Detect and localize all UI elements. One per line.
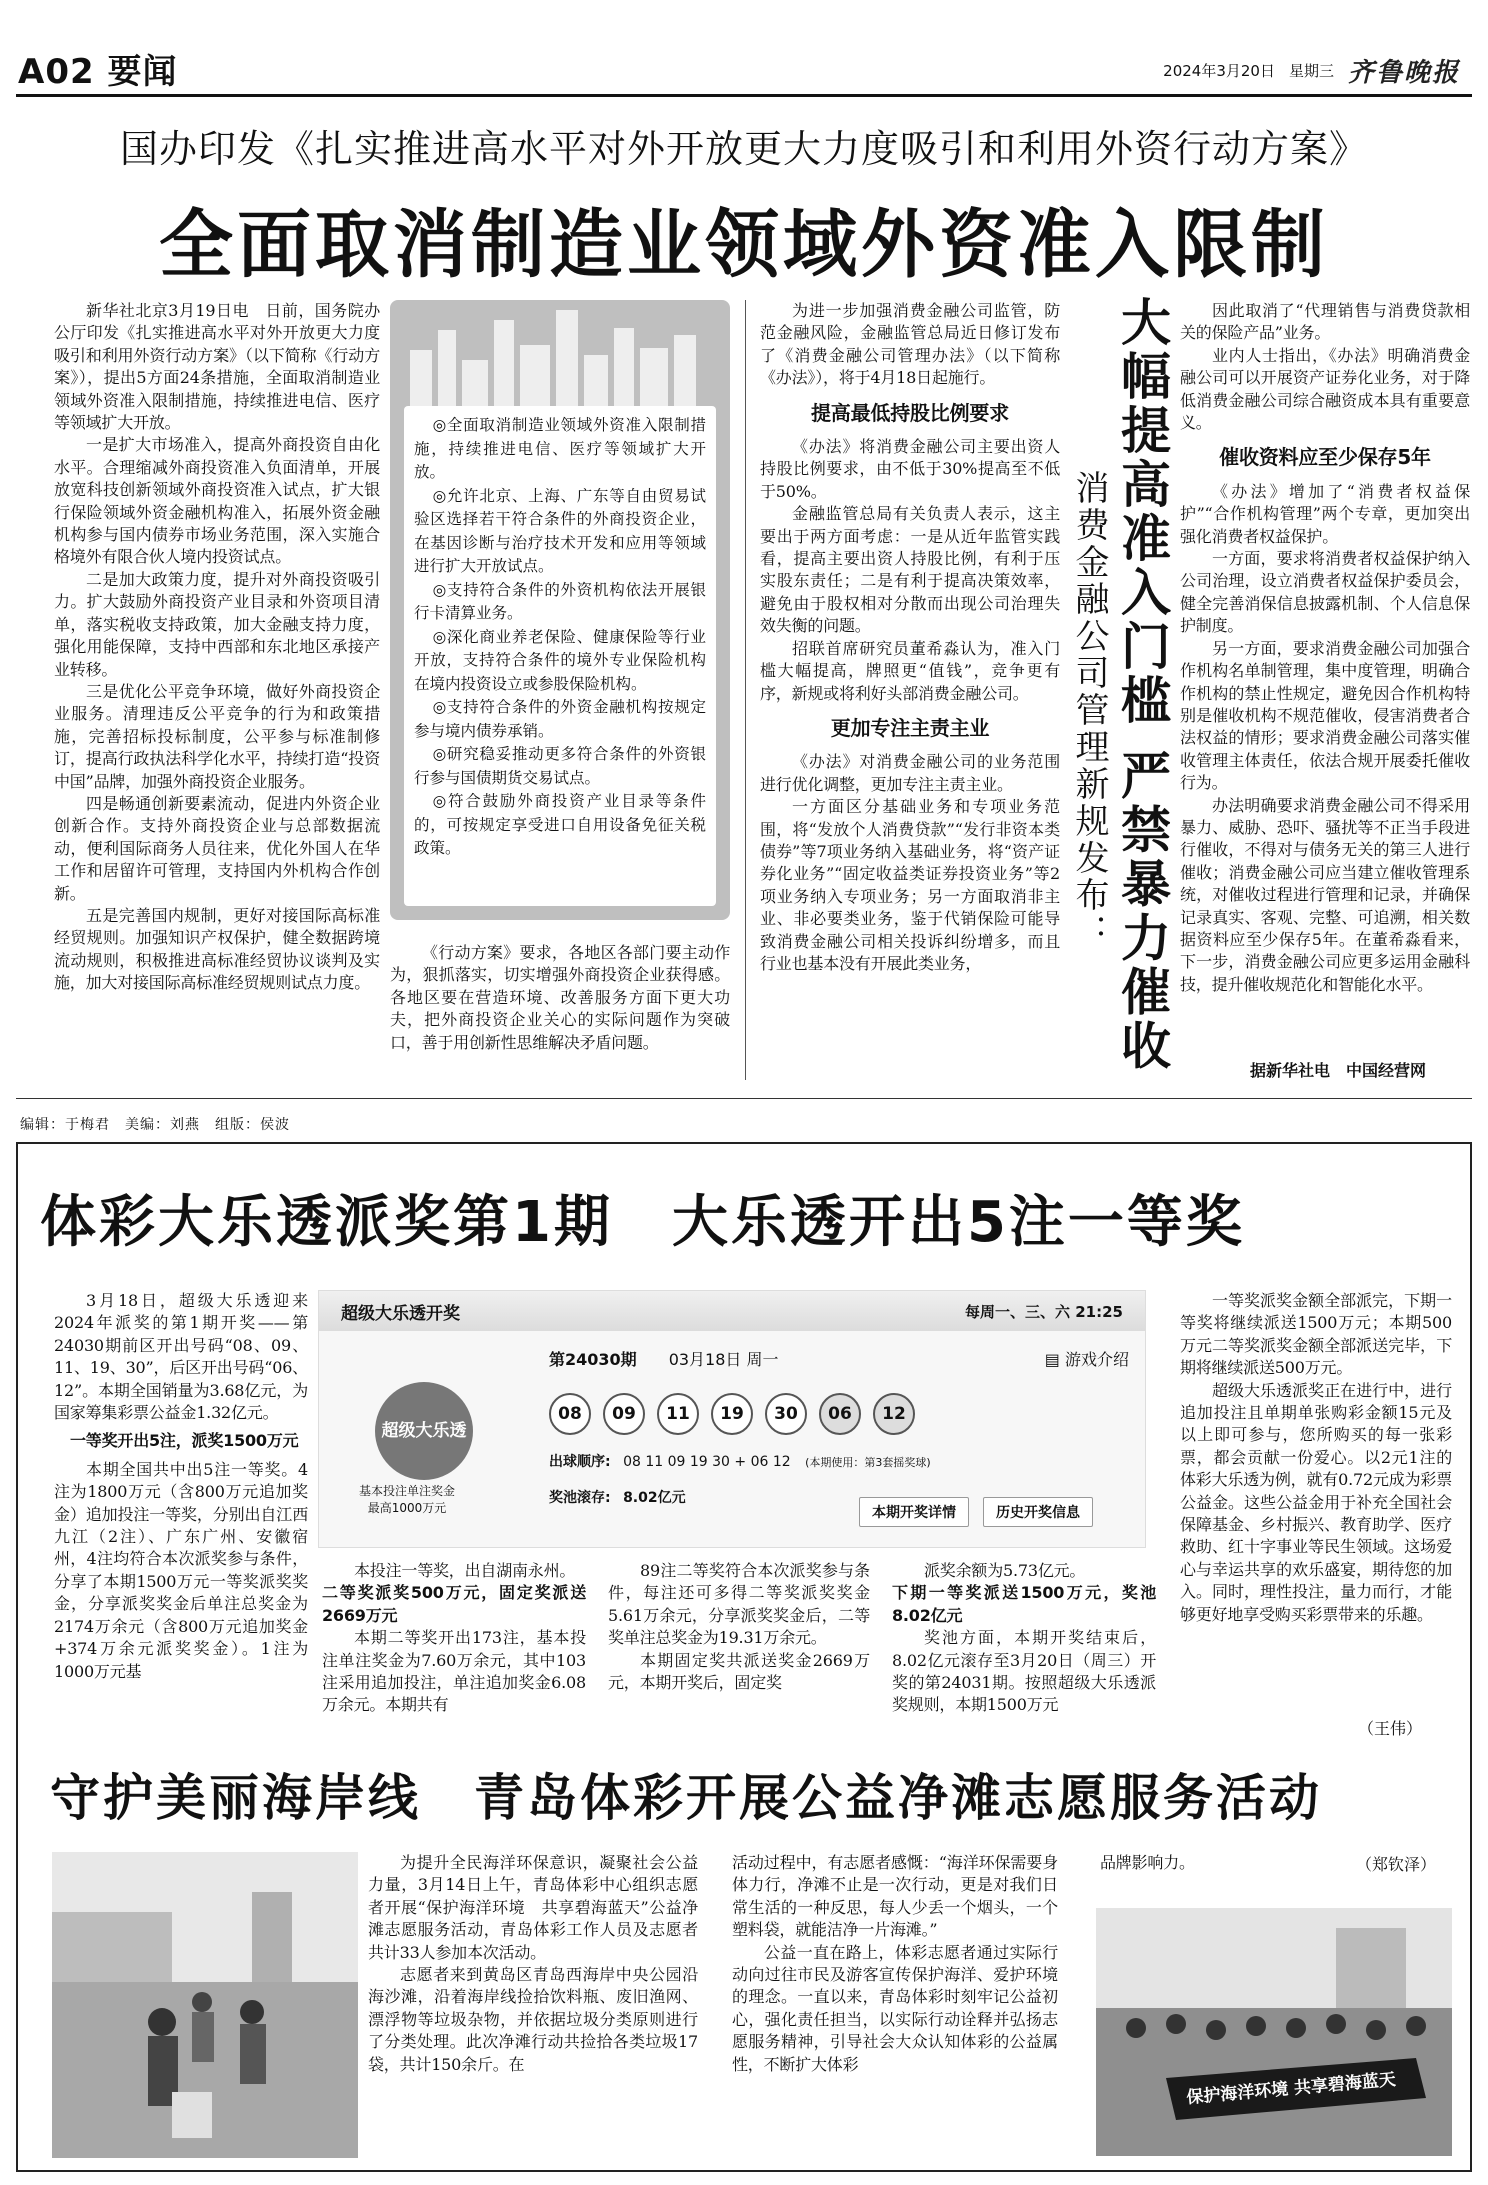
issue-date: 2024年3月20日 xyxy=(1163,62,1275,80)
paragraph: 3月18日，超级大乐透迎来2024年派奖的第1期开奖——第24030期前区开出号码“08、09、11、19、30”，后区开出号码“06、12”。本期全国销量为3.68亿元，为国家筹集彩票公益金1.32亿元。 xyxy=(54,1291,308,1423)
draw-order-label: 出球顺序: xyxy=(549,1454,611,1470)
section-heading: 提高最低持股比例要求 xyxy=(811,400,1009,425)
article2-source: 据新华社电 中国经营网 xyxy=(1250,1061,1427,1080)
logo-caption-line: 基本投注单注奖金 xyxy=(358,1484,455,1498)
highlight-item: ◎深化商业养老保险、健康保险等行业开放，支持符合条件的境外专业保险机构在境内投资设立或参股保险机构。 xyxy=(414,627,706,693)
current-draw-details-button[interactable]: 本期开奖详情 xyxy=(859,1497,969,1527)
article2-col4 xyxy=(1180,300,1470,1056)
paragraph: 《行动方案》要求，各地区各部门要主动作为，狠抓落实，切实增强外商投资企业获得感。各地区要在营造环境、改善服务方面下更大功夫，把外商投资企业关心的实际问题作为突破口，善于用创新性思维解决矛盾问题。 xyxy=(390,943,730,1052)
highlight-item: ◎全面取消制造业领域外资准入限制措施，持续推进电信、医疗等领域扩大开放。 xyxy=(414,416,706,481)
sub-heading: 下期一等奖派送1500万元，奖池8.02亿元 xyxy=(892,1583,1156,1625)
paragraph: 四是畅通创新要素流动，促进内外资企业创新合作。支持外商投资企业与总部数据流动，便利国际商务人员往来，优化外国人在华工作和居留许可管理，支持国内外机构合作创新。 xyxy=(54,793,380,903)
paragraph: 本期固定奖共派送奖金2669万元，本期开奖后，固定奖 xyxy=(608,1650,870,1693)
lottery-col3 xyxy=(608,1560,870,1740)
lottery-card-header xyxy=(319,1291,1145,1331)
paragraph: 办法明确要求消费金融公司不得采用暴力、威胁、恐吓、骚扰等不正当手段进行催收，不得对与债务无关的第三人进行催收；消费金融公司应当建立催收管理系统，对催收过程进行管理和记录，并确保记录真实、客观、完整、可追溯，相关数据资料应至少保存5年。在董希淼看来，下一步，消费金融公司应更多运用金融科技，提升催收规范化和智能化水平。 xyxy=(1180,795,1470,994)
lottery-col1 xyxy=(54,1290,308,1740)
paragraph: 公益一直在路上，体彩志愿者通过实际行动向过往市民及游客宣传保护海洋、爱护环境的理念。一直以来，青岛体彩时刻牢记公益初心，强化责任担当，以实际行动诠释并弘扬志愿服务精神，引导社会大众认知体彩的公益属性，不断扩大体彩 xyxy=(732,1942,1058,2074)
draw-period-row xyxy=(549,1347,1129,1370)
issue-weekday: 星期三 xyxy=(1288,62,1334,80)
paragraph: 五是完善国内规制，更好对接国际高标准经贸规则。加强知识产权保护，健全数据跨境流动规则，积极推进高标准经贸协议谈判及实施，加大对接国际高标准经贸规则试点力度。 xyxy=(54,905,380,993)
beach-title: 守护美丽海岸线 青岛体彩开展公益净滩志愿服务活动 xyxy=(50,1769,1322,1827)
front-ball: 08 xyxy=(549,1393,591,1435)
paragraph: 品牌影响力。 xyxy=(1100,1853,1195,1872)
front-ball: 09 xyxy=(603,1393,645,1435)
sub-heading: 二等奖派奖500万元，固定奖派送2669万元 xyxy=(322,1583,586,1625)
highlight-item: ◎支持符合条件的外资机构依法开展银行卡清算业务。 xyxy=(414,580,706,622)
credits-rule xyxy=(16,1098,1472,1099)
paragraph: 二是加大政策力度，提升对外商投资吸引力。扩大鼓励外商投资产业目录和外资项目清单，落实税收支持政策，加大金融支持力度，强化用能保障，支持中西部和东北地区承接产业转移。 xyxy=(54,569,380,679)
paragraph: 《办法》增加了“消费者权益保护”“合作机构管理”两个专章，更加突出强化消费者权益保护。 xyxy=(1180,481,1470,546)
game-intro-link[interactable]: ▤ 游戏介绍 xyxy=(1044,1350,1129,1369)
draw-order-note: (本期使用：第3套摇奖球) xyxy=(805,1456,931,1469)
section-label: A02 要闻 xyxy=(18,52,178,92)
paragraph: 本期全国共中出5注一等奖。4注为1800万元（含800万元追加奖金）追加投注一等奖，分别出自江西九江（2注）、广东广州、安徽宿州，4注均符合本次派奖参与条件，分享了本期1500万元一等奖派奖奖金，分享派奖奖金后单注总奖金为2174万余元（含800万元追加奖金+374万余元派奖奖金）。1注为1000万元基 xyxy=(54,1459,308,1681)
paragraph: 三是优化公平竞争环境，做好外商投资企业服务。清理违反公平竞争的行为和政策措施，完善招标投标制度，公平参与标准制修订，提高行政执法科学化水平，持续打造“投资中国”品牌，加强外商投资企业服务。 xyxy=(54,681,380,791)
beach-col1 xyxy=(368,1852,698,2152)
game-intro-label: 游戏介绍 xyxy=(1064,1350,1129,1369)
lottery-col4 xyxy=(892,1560,1156,1740)
article2-title: 大幅提高准入门槛 严禁暴力催收 xyxy=(1113,296,1171,1074)
highlight-item: ◎符合鼓励外商投资产业目录等条件的，可按规定享受进口自用设备免征关税政策。 xyxy=(414,792,706,857)
draw-order: 08 11 09 19 30 + 06 12 xyxy=(623,1454,791,1470)
beach-col2 xyxy=(732,1852,1058,2152)
lottery-card-title: 超级大乐透开奖 xyxy=(341,1303,460,1324)
article1-col1 xyxy=(54,300,380,1080)
city-skyline-icon xyxy=(390,300,730,410)
column-divider xyxy=(745,300,746,1080)
paragraph: 招联首席研究员董希淼认为，准入门槛大幅提高，牌照更“值钱”，竞争更有序，新规或将利好头部消费金融公司。 xyxy=(760,638,1060,703)
winning-numbers xyxy=(549,1393,927,1435)
paragraph: 一是扩大市场准入，提高外商投资自由化水平。合理缩减外商投资准入负面清单，开展放宽科技创新领域外商投资准入试点，扩大银行保险领域外资金融机构准入，拓展外资金融机构参与国内债券市场业务范围，深入实施合格境外有限合伙人境内投资试点。 xyxy=(54,435,380,567)
section-heading: 催收资料应至少保存5年 xyxy=(1219,445,1431,470)
prize-pool-value: 8.02亿元 xyxy=(623,1490,686,1506)
highlights-list xyxy=(404,406,716,906)
front-ball: 19 xyxy=(711,1393,753,1435)
volunteer-photo-right xyxy=(1096,1908,1452,2156)
paragraph: 志愿者来到黄岛区青岛西海岸中央公园沿海沙滩，沿着海岸线捡拾饮料瓶、废旧渔网、漂浮物等垃圾杂物，并依据垃圾分类原则进行了分类处理。此次净滩行动共捡拾各类垃圾17袋，共计150余斤。在 xyxy=(368,1965,698,2074)
lottery-col5 xyxy=(1180,1290,1452,1720)
logo-caption xyxy=(337,1483,477,1517)
article1-title: 全面取消制造业领域外资准入限制 xyxy=(159,202,1329,288)
draw-history-button[interactable]: 历史开奖信息 xyxy=(983,1497,1093,1527)
logo-caption-line: 最高1000万元 xyxy=(367,1501,447,1515)
paragraph: 业内人士指出，《办法》明确消费金融公司可以开展资产证券化业务，对于降低消费金融公司综合融资成本具有重要意义。 xyxy=(1180,345,1470,433)
paragraph: 本投注一等奖，出自湖南永州。 xyxy=(354,1561,576,1580)
lottery-author: （王伟） xyxy=(1358,1719,1423,1738)
highlights-box xyxy=(390,300,730,920)
back-ball: 06 xyxy=(819,1393,861,1435)
header-rule xyxy=(16,94,1472,97)
paragraph: 本期二等奖开出173注，基本投注单注奖金为7.60万余元，其中103注采用追加投注，单注追加奖金6.08万余元。本期共有 xyxy=(322,1628,586,1715)
paragraph: 活动过程中，有志愿者感慨：“海洋环保需要身体力行，净滩不止是一次行动，更是对我们日常生活的一种反思，每人少丢一个烟头，一个塑料袋，就能洁净一片海滩。” xyxy=(732,1853,1058,1940)
beach-scene-icon xyxy=(52,1852,358,2158)
article1-col2 xyxy=(390,942,730,1078)
section-heading: 更加专注主责主业 xyxy=(830,715,990,740)
draw-period: 第24030期 xyxy=(549,1350,637,1369)
front-ball: 11 xyxy=(657,1393,699,1435)
lottery-title: 体彩大乐透派奖第1期 大乐透开出5注一等奖 xyxy=(40,1190,1245,1255)
paragraph: 一方面，要求将消费者权益保护纳入公司治理，设立消费者权益保护委员会，健全完善消保信息披露机制、个人信息保护制度。 xyxy=(1180,549,1470,636)
paragraph: 一方面区分基础业务和专项业务范围，将“发放个人消费贷款”“发行非资本类债券”等7项业务纳入基础业务，将“资产证券化业务”“固定收益类证券投资业务”等2项业务纳入专项业务；另一方面取消非主业、非必要类业务，鉴于代销保险可能导致消费金融公司相关投诉纠纷增多，而且行业也基本没有开展此类业务， xyxy=(760,797,1060,973)
masthead-info xyxy=(1163,52,1460,89)
highlight-item: ◎研究稳妥推动更多符合条件的外资银行参与国债期货交易试点。 xyxy=(414,745,706,787)
beach-author: （郑钦泽） xyxy=(1356,1855,1437,1874)
paragraph: 新华社北京3月19日电 日前，国务院办公厅印发《扎实推进高水平对外开放更大力度吸引和利用外资行动方案》（以下简称《行动方案》），提出5方面24条措施，全面取消制造业领域外资准入限制措施，持续推进电信、医疗等领域扩大开放。 xyxy=(54,301,380,433)
highlight-item: ◎支持符合条件的外资金融机构按规定参与境内债券承销。 xyxy=(414,698,706,740)
lottery-draw-schedule: 每周一、三、六 21:25 xyxy=(965,1302,1123,1321)
article2-col3 xyxy=(760,300,1060,1080)
card-buttons xyxy=(859,1497,1093,1527)
group-photo-icon xyxy=(1096,1908,1452,2156)
paper-logo: 齐鲁晚报 xyxy=(1347,58,1460,88)
paragraph: 超级大乐透派奖正在进行中，进行追加投注且单期单张购彩金额15元及以上即可参与，您所购买的每一张彩票，都会贡献一份爱心。以2元1注的体彩大乐透为例，就有0.72元成为彩票公益金。这些公益金用于补充全国社会保障基金、乡村振兴、教育助学、医疗救助、红十字事业等民生领域。这场爱心与幸运共享的欢乐盛宴，期待您的加入。同时，理性投注，量力而行，才能够更好地享受购买彩票带来的乐趣。 xyxy=(1180,1380,1452,1624)
sub-heading: 一等奖开出5注，派奖1500万元 xyxy=(70,1431,299,1451)
paragraph: 为进一步加强消费金融公司监管，防范金融风险，金融监管总局近日修订发布了《消费金融公司管理办法》（以下简称《办法》），将于4月18日起施行。 xyxy=(760,301,1060,388)
paragraph: 因此取消了“代理销售与消费贷款相关的保险产品”业务。 xyxy=(1180,301,1470,343)
paragraph: 金融监管总局有关负责人表示，这主要出于两方面考虑：一是从近年监管实践看，提高主要出资人持股比例，有利于压实股东责任；二是有利于提高决策效率，避免由于股权相对分散而出现公司治理失效失衡的问题。 xyxy=(760,504,1060,636)
beach-col3 xyxy=(1100,1852,1260,1882)
prize-pool-row xyxy=(549,1487,686,1507)
editor-credits: 编辑：于梅君 美编：刘燕 组版：侯波 xyxy=(20,1117,290,1133)
paragraph: 奖池方面，本期开奖结束后，8.02亿元滚存至3月20日（周三）开奖的第24031期。按照超级大乐透派奖规则，本期1500万元 xyxy=(892,1628,1156,1715)
paragraph: 89注二等奖符合本次派奖参与条件，每注还可多得二等奖派奖奖金5.61万余元，分享派奖奖金后，二等奖单注总奖金为19.31万余元。 xyxy=(608,1561,870,1648)
back-ball: 12 xyxy=(873,1393,915,1435)
prize-pool-label: 奖池滚存: xyxy=(549,1490,611,1506)
paragraph: 为提升全民海洋环保意识，凝聚社会公益力量，3月14日上午，青岛体彩中心组织志愿者开展“保护海洋环境 共享碧海蓝天”公益净滩志愿服务活动，青岛体彩工作人员及志愿者共计33人参加本次活动。 xyxy=(368,1853,698,1962)
draw-date: 03月18日 周一 xyxy=(668,1350,779,1369)
paragraph: 派奖余额为5.73亿元。 xyxy=(924,1561,1086,1580)
article2-kicker: 消费金融公司管理新规发布： xyxy=(1069,470,1109,951)
paragraph: 另一方面，要求消费金融公司加强合作机构名单制管理，集中度管理，明确合作机构的禁止性规定，避免因合作机构特别是催收机构不规范催收，侵害消费者合法权益的情形；要求消费金融公司落实催收管理主体责任，依法合规开展委托催收行为。 xyxy=(1180,638,1470,793)
paragraph: 《办法》将消费金融公司主要出资人持股比例要求，由不低于30%提高至不低于50%。 xyxy=(760,437,1060,501)
lottery-logo: 超级大乐透 xyxy=(375,1382,473,1480)
paragraph: 《办法》对消费金融公司的业务范围进行优化调整，更加专注主责主业。 xyxy=(760,752,1060,794)
draw-order-row xyxy=(549,1451,931,1471)
photo-banner-text: 保护海洋环境 共享碧海蓝天 xyxy=(1185,2069,1397,2109)
front-ball: 30 xyxy=(765,1393,807,1435)
lottery-col2 xyxy=(322,1560,586,1740)
article1-subtitle: 国办印发《扎实推进高水平对外开放更大力度吸引和利用外资行动方案》 xyxy=(119,127,1368,171)
paragraph: 一等奖派奖金额全部派完，下期一等奖将继续派送1500万元；本期500万元二等奖派奖金额全部派送完毕，下期将继续派送500万元。 xyxy=(1180,1291,1452,1378)
highlight-item: ◎允许北京、上海、广东等自由贸易试验区选择若干符合条件的外商投资企业，在基因诊断与治疗技术开发和应用等领域进行扩大开放试点。 xyxy=(414,486,706,575)
volunteer-photo-left xyxy=(52,1852,358,2158)
